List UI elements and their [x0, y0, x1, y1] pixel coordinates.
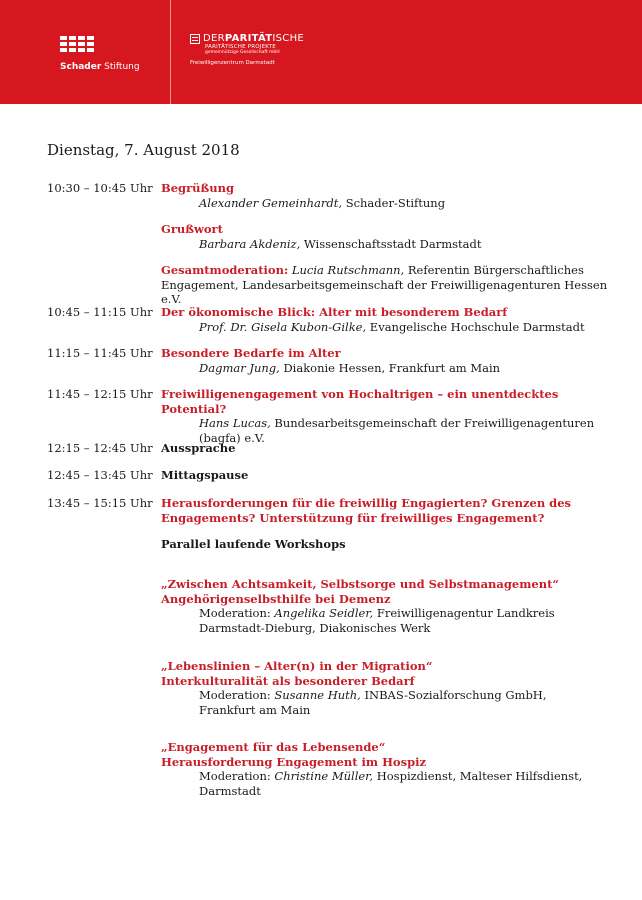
- schader-logo: [60, 36, 140, 72]
- workshop-moderation-2: Darmstadt: [199, 783, 261, 798]
- agenda-speaker-line: Hans Lucas, Bundesarbeitsgemeinschaft der Freiwilligenagenturen: [199, 416, 595, 430]
- par-logo-part1: DER: [203, 33, 225, 44]
- agenda-time: 12:15 – 12:45 Uhr: [47, 441, 153, 455]
- agenda-moderation-line: Gesamtmoderation: Lucia Rutschmann, Referentin Bürgerschaftliches: [161, 263, 584, 277]
- agenda-speaker-line: Dagmar Jung, Diakonie Hessen, Frankfurt am Main: [199, 360, 501, 375]
- agenda-title: Herausforderungen für die freiwillig Engagierten? Grenzen des: [161, 496, 572, 510]
- agenda-time: 11:45 – 12:15 Uhr: [47, 387, 153, 401]
- workshop-moderation-2: Darmstadt-Dieburg, Diakonisches Werk: [199, 620, 431, 635]
- workshop-title: „Lebenslinien – Alter(n) in der Migration“: [161, 659, 433, 673]
- workshop-moderation-2: Frankfurt am Main: [199, 702, 311, 717]
- agenda-title: Aussprache: [161, 441, 236, 455]
- par-logo-sub1: PARITÄTISCHE PROJEKTE: [205, 44, 276, 50]
- par-logo-sub2: gemeinnützige Gesellschaft mbH: [205, 50, 280, 55]
- workshop-moderation: Moderation: Christine Müller, Hospizdienst, Malteser Hilfsdienst,: [199, 769, 583, 783]
- agenda-time: 12:45 – 13:45 Uhr: [47, 468, 153, 482]
- header-banner: [0, 0, 642, 104]
- agenda-time: 11:15 – 11:45 Uhr: [47, 346, 153, 360]
- agenda-speaker-line: Barbara Akdeniz, Wissenschaftsstadt Darmstadt: [199, 236, 482, 251]
- paritaetische-logo: [190, 33, 304, 66]
- agenda-time: 10:30 – 10:45 Uhr: [47, 181, 153, 195]
- workshops-heading: Parallel laufende Workshops: [161, 537, 346, 551]
- header-divider: [170, 0, 171, 104]
- agenda-moderation-line-2: Engagement, Landesarbeitsgemeinschaft der Freiwilligenagenturen Hessen e.V.: [161, 277, 608, 306]
- page-title: Dienstag, 7. August 2018: [47, 141, 240, 159]
- agenda-title: Grußwort: [161, 222, 223, 236]
- agenda-title: Der ökonomische Blick: Alter mit besonderem Bedarf: [161, 305, 508, 319]
- agenda-title-line-2: Engagements? Unterstützung für freiwilliges Engagement?: [161, 510, 545, 525]
- agenda-speaker-line: Prof. Dr. Gisela Kubon-Gilke, Evangelische Hochschule Darmstadt: [199, 319, 585, 334]
- workshop-title: „Zwischen Achtsamkeit, Selbstsorge und Selbstmanagement“: [161, 577, 559, 591]
- workshop-subtitle: Interkulturalität als besonderer Bedarf: [161, 673, 415, 688]
- workshop-moderation: Moderation: Susanne Huth, INBAS-Sozialforschung GmbH,: [199, 688, 547, 702]
- workshop-title: „Engagement für das Lebensende“: [161, 740, 386, 754]
- workshop-subtitle: Herausforderung Engagement im Hospiz: [161, 754, 427, 769]
- agenda-title: Freiwilligenengagement von Hochaltrigen – ein unentdecktes Potential?: [161, 387, 559, 416]
- par-logo-part3: ISCHE: [272, 33, 305, 44]
- agenda-speaker-line: Alexander Gemeinhardt, Schader-Stiftung: [199, 195, 446, 210]
- schader-logo-text: Schader Stiftung: [60, 62, 140, 72]
- agenda-speaker-line-2: (bagfa) e.V.: [199, 430, 265, 445]
- workshop-moderation: Moderation: Angelika Seidler, Freiwilligenagentur Landkreis: [199, 606, 555, 620]
- schader-mark-icon: [60, 36, 94, 52]
- par-logo-part2: PARITÄT: [224, 33, 273, 44]
- agenda-time: 13:45 – 15:15 Uhr: [47, 496, 153, 510]
- workshop-subtitle: Angehörigenselbsthilfe bei Demenz: [161, 591, 391, 606]
- agenda-title: Begrüßung: [161, 181, 234, 195]
- agenda-title: Mittagspause: [161, 468, 249, 482]
- par-logo-sub3: Freiwilligenzentrum Darmstadt: [190, 60, 275, 66]
- agenda-time: 10:45 – 11:15 Uhr: [47, 305, 153, 319]
- agenda-title: Besondere Bedarfe im Alter: [161, 346, 341, 360]
- paritaet-mark-icon: [190, 34, 200, 44]
